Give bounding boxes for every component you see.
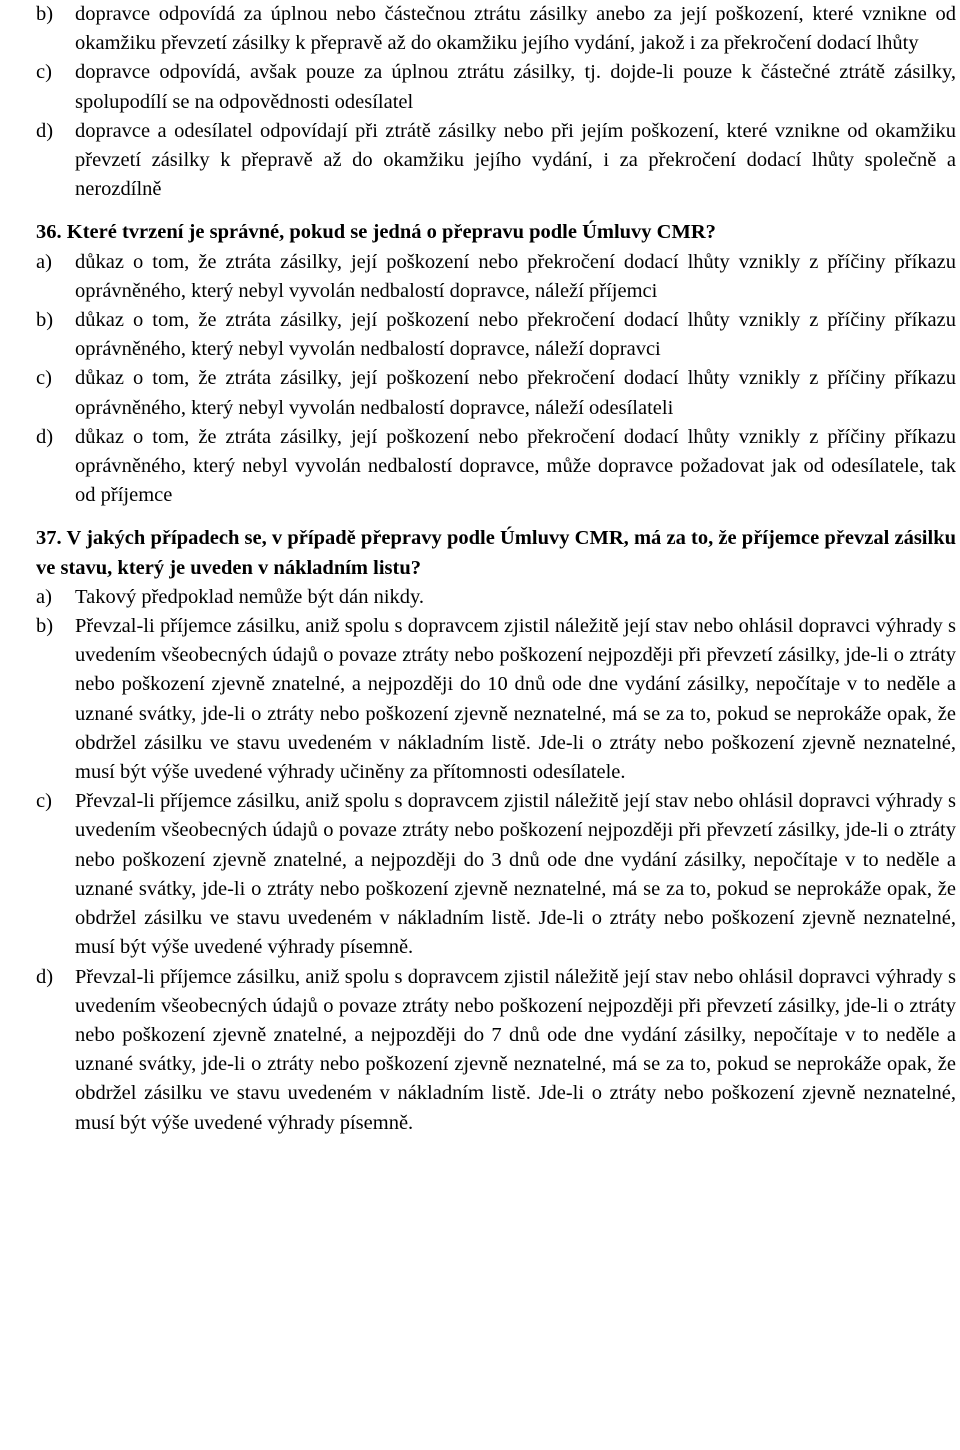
question-text: 36. Které tvrzení je správné, pokud se jedná o přepravu podle Úmluvy CMR?	[36, 221, 716, 244]
option-d	[36, 423, 956, 511]
option-b	[36, 612, 956, 787]
option-text: důkaz o tom, že ztráta zásilky, její poškození nebo překročení dodací lhůty vznikly z příčiny příkazu oprávněného, který nebyl vyvolán nedbalostí dopravce, náleží dopravci	[75, 309, 956, 361]
option-c	[36, 58, 956, 116]
spacer	[36, 204, 956, 218]
option-text: Převzal-li příjemce zásilku, aniž spolu s dopravcem zjistil náležitě její stav nebo ohlásil dopravci výhrady s uvedením všeobecných údajů o povaze ztráty nebo poškození nejpozději při převzetí zásilky, jde-li o ztráty nebo poškození zjevně znatelné, a nejpozději do 3 dnů ode dne vydání zásilky, nepočítaje v to neděle a uznané svátky, jde-li o ztráty nebo poškození zjevně neznatelné, má se za to, pokud se neprokáže opak, že obdržel zásilku ve stavu uvedeném v nákladním listě. Jde-li o ztráty nebo poškození zjevně neznatelné, musí být výše uvedené výhrady písemně.	[75, 790, 956, 959]
option-text: dopravce odpovídá, avšak pouze za úplnou ztrátu zásilky, tj. dojde-li pouze k částečné ztrátě zásilky, spolupodílí se na odpovědnosti odesílatel	[75, 61, 956, 113]
option-text: důkaz o tom, že ztráta zásilky, její poškození nebo překročení dodací lhůty vznikly z příčiny příkazu oprávněného, který nebyl vyvolán nedbalostí dopravce, náleží odesílateli	[75, 367, 956, 419]
question-37	[36, 524, 956, 1137]
option-letter: c)	[36, 61, 52, 84]
option-text: důkaz o tom, že ztráta zásilky, její poškození nebo překročení dodací lhůty vznikly z příčiny příkazu oprávněného, který nebyl vyvolán nedbalostí dopravce, náleží příjemci	[75, 250, 956, 302]
option-c	[36, 364, 956, 422]
option-letter: b)	[36, 3, 54, 25]
option-text: Převzal-li příjemce zásilku, aniž spolu s dopravcem zjistil náležitě její stav nebo ohlásil dopravci výhrady s uvedením všeobecných údajů o povaze ztráty nebo poškození nejpozději při převzetí zásilky, jde-li o ztráty nebo poškození zjevně znatelné, a nejpozději do 7 dnů ode dne vydání zásilky, nepočítaje v to neděle a uznané svátky, jde-li o ztráty nebo poškození zjevně neznatelné, má se za to, pokud se neprokáže opak, že obdržel zásilku ve stavu uvedeném v nákladním listě. Jde-li o ztráty nebo poškození zjevně neznatelné, musí být výše uvedené výhrady písemně.	[75, 965, 956, 1134]
option-text: dopravce a odesílatel odpovídají při ztrátě zásilky nebo při jejím poškození, které vznikne od okamžiku převzetí zásilky k přepravě až do okamžiku jejího vydání, i za překročení dodací lhůty společně a nerozdílně	[75, 119, 956, 201]
option-letter: d)	[36, 965, 54, 988]
spacer	[36, 510, 956, 524]
option-a	[36, 583, 956, 612]
option-b	[36, 306, 956, 364]
option-text: dopravce odpovídá za úplnou nebo částečnou ztrátu zásilky anebo za její poškození, které vznikne od okamžiku převzetí zásilky k přepravě až do okamžiku jejího vydání, jakož i za překročení dodací lhůty	[75, 3, 956, 55]
option-text: Takový předpoklad nemůže být dán nikdy.	[75, 585, 425, 608]
option-letter: c)	[36, 367, 52, 390]
option-letter: a)	[36, 250, 52, 273]
option-letter: a)	[36, 585, 52, 608]
option-text: Převzal-li příjemce zásilku, aniž spolu s dopravcem zjistil náležitě její stav nebo ohlásil dopravci výhrady s uvedením všeobecných údajů o povaze ztráty nebo poškození nejpozději při převzetí zásilky, jde-li o ztráty nebo poškození zjevně znatelné, a nejpozději do 10 dnů ode dne vydání zásilky, nepočítaje v to neděle a uznané svátky, jde-li o ztráty nebo poškození zjevně neznatelné, má se za to, pokud se neprokáže opak, že obdržel zásilku ve stavu uvedeném v nákladním listě. Jde-li o ztráty nebo poškození zjevně neznatelné, musí být výše uvedené výhrady učiněny za přítomnosti odesílatele.	[75, 615, 956, 784]
option-text: důkaz o tom, že ztráta zásilky, její poškození nebo překročení dodací lhůty vznikly z příčiny příkazu oprávněného, který nebyl vyvolán nedbalostí dopravce, může dopravce požadovat jak od odesílatele, tak od příjemce	[75, 425, 956, 507]
option-letter: d)	[36, 119, 54, 142]
option-letter: b)	[36, 309, 54, 332]
prev-question-options	[36, 0, 956, 204]
question-text: 37. V jakých případech se, v případě přepravy podle Úmluvy CMR, má za to, že příjemce převzal zásilku ve stavu, který je uveden v nákladním listu?	[36, 527, 956, 579]
option-c	[36, 787, 956, 962]
option-letter: c)	[36, 790, 52, 813]
option-d	[36, 117, 956, 205]
option-a	[36, 248, 956, 306]
option-b	[36, 0, 956, 58]
option-letter: d)	[36, 425, 54, 448]
option-d	[36, 963, 956, 1138]
question-36	[36, 218, 956, 510]
option-letter: b)	[36, 615, 54, 638]
